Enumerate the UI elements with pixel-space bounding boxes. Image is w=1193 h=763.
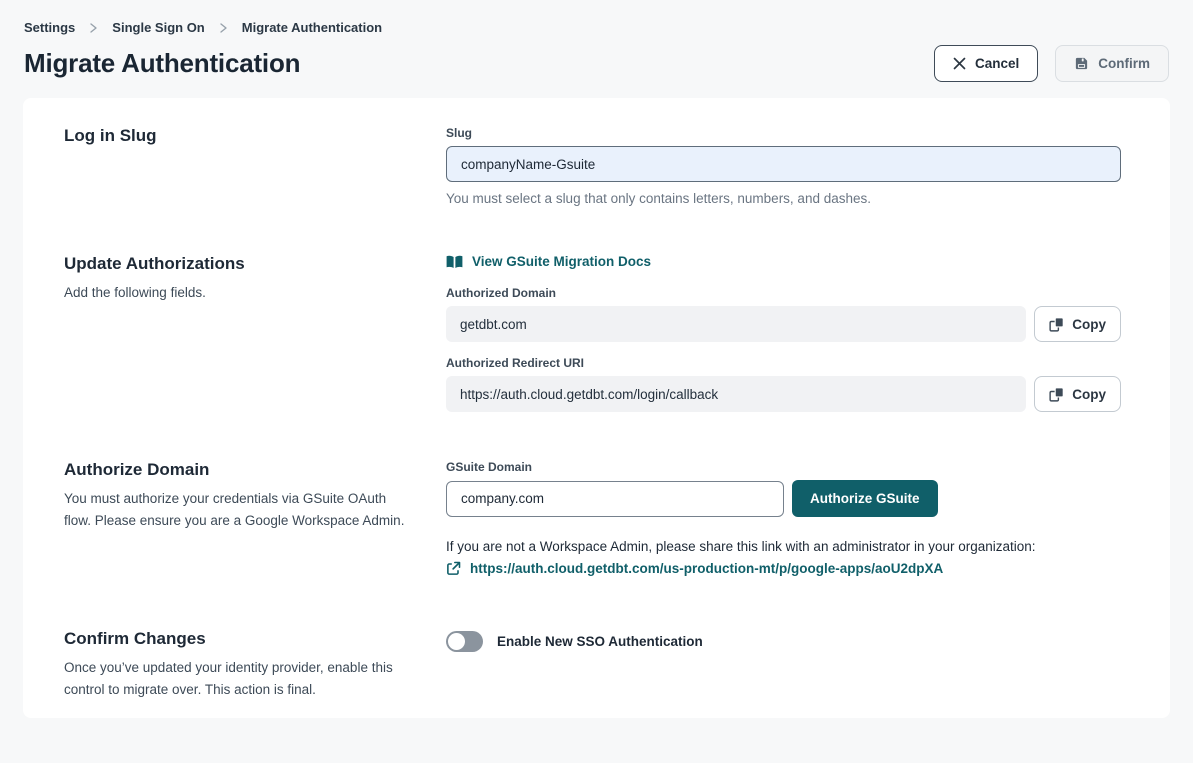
- cancel-button-label: Cancel: [974, 56, 1020, 71]
- copy-authorized-domain-button[interactable]: [1034, 306, 1121, 342]
- enable-sso-toggle-label: Enable New SSO Authentication: [497, 634, 703, 649]
- redirect-uri-group: [446, 356, 1121, 412]
- authorized-domain-label: Authorized Domain: [446, 286, 556, 300]
- gsuite-domain-label: GSuite Domain: [446, 460, 533, 474]
- redirect-uri-field: https://auth.cloud.getdbt.com/login/callback: [446, 376, 1026, 412]
- enable-sso-toggle[interactable]: [446, 631, 483, 652]
- admin-share-link-label: https://auth.cloud.getdbt.com/us-production-mt/p/google-apps/aoU2dpXA: [470, 561, 944, 576]
- gsuite-domain-input[interactable]: [446, 481, 784, 517]
- confirm-button[interactable]: [1055, 45, 1169, 82]
- x-icon: [953, 57, 966, 70]
- slug-input[interactable]: [446, 146, 1121, 182]
- copy-button-label: Copy: [1072, 316, 1106, 332]
- authorized-domain-field: getdbt.com: [446, 306, 1026, 342]
- breadcrumb-item-migrate-authentication: Migrate Authentication: [241, 20, 383, 35]
- docs-link-label: View GSuite Migration Docs: [472, 254, 652, 269]
- settings-card: [23, 98, 1170, 718]
- breadcrumb: [24, 20, 1169, 35]
- slug-helper-text: You must select a slug that only contains letters, numbers, and dashes.: [446, 191, 871, 206]
- copy-icon: [1049, 317, 1064, 332]
- authorize-gsuite-button[interactable]: Authorize GSuite: [792, 480, 938, 517]
- redirect-uri-label: Authorized Redirect URI: [446, 356, 585, 370]
- copy-redirect-uri-button[interactable]: [1034, 376, 1121, 412]
- gsuite-migration-docs-link[interactable]: [446, 254, 651, 269]
- save-icon: [1074, 56, 1089, 71]
- confirm-changes-description: Once you’ve updated your identity provider, enable this control to migrate over. This action is final.: [64, 660, 393, 697]
- share-admin-text: If you are not a Workspace Admin, please share this link with an administrator in your organization:: [446, 539, 1036, 554]
- breadcrumb-item-settings[interactable]: Settings: [24, 20, 76, 35]
- confirm-button-label: Confirm: [1098, 56, 1150, 71]
- copy-button-label: Copy: [1072, 386, 1106, 402]
- section-update-authorizations: [64, 254, 1121, 412]
- section-confirm-changes: [64, 629, 1121, 700]
- section-authorize-domain: [64, 460, 1121, 581]
- authorize-domain-description: You must authorize your credentials via GSuite OAuth flow. Please ensure you are a Google Workspace Admin.: [64, 491, 405, 528]
- external-link-icon: [446, 561, 461, 576]
- copy-icon: [1049, 387, 1064, 402]
- admin-share-link[interactable]: [446, 561, 943, 576]
- cancel-button[interactable]: [934, 45, 1038, 82]
- authorized-domain-group: [446, 286, 1121, 342]
- page-header: [0, 0, 1193, 82]
- slug-label: Slug: [446, 126, 472, 140]
- section-login-slug: [64, 126, 1121, 206]
- update-authorizations-title: Update Authorizations: [64, 254, 245, 273]
- confirm-changes-title: Confirm Changes: [64, 629, 206, 648]
- authorize-domain-title: Authorize Domain: [64, 460, 210, 479]
- header-actions: [934, 45, 1169, 82]
- toggle-knob: [448, 633, 465, 650]
- breadcrumb-item-single-sign-on[interactable]: Single Sign On: [112, 20, 205, 35]
- chevron-right-icon: [219, 23, 228, 33]
- update-authorizations-description: Add the following fields.: [64, 285, 206, 300]
- login-slug-title: Log in Slug: [64, 126, 157, 145]
- chevron-right-icon: [89, 23, 98, 33]
- page-title: Migrate Authentication: [24, 48, 301, 78]
- open-book-icon: [446, 255, 463, 269]
